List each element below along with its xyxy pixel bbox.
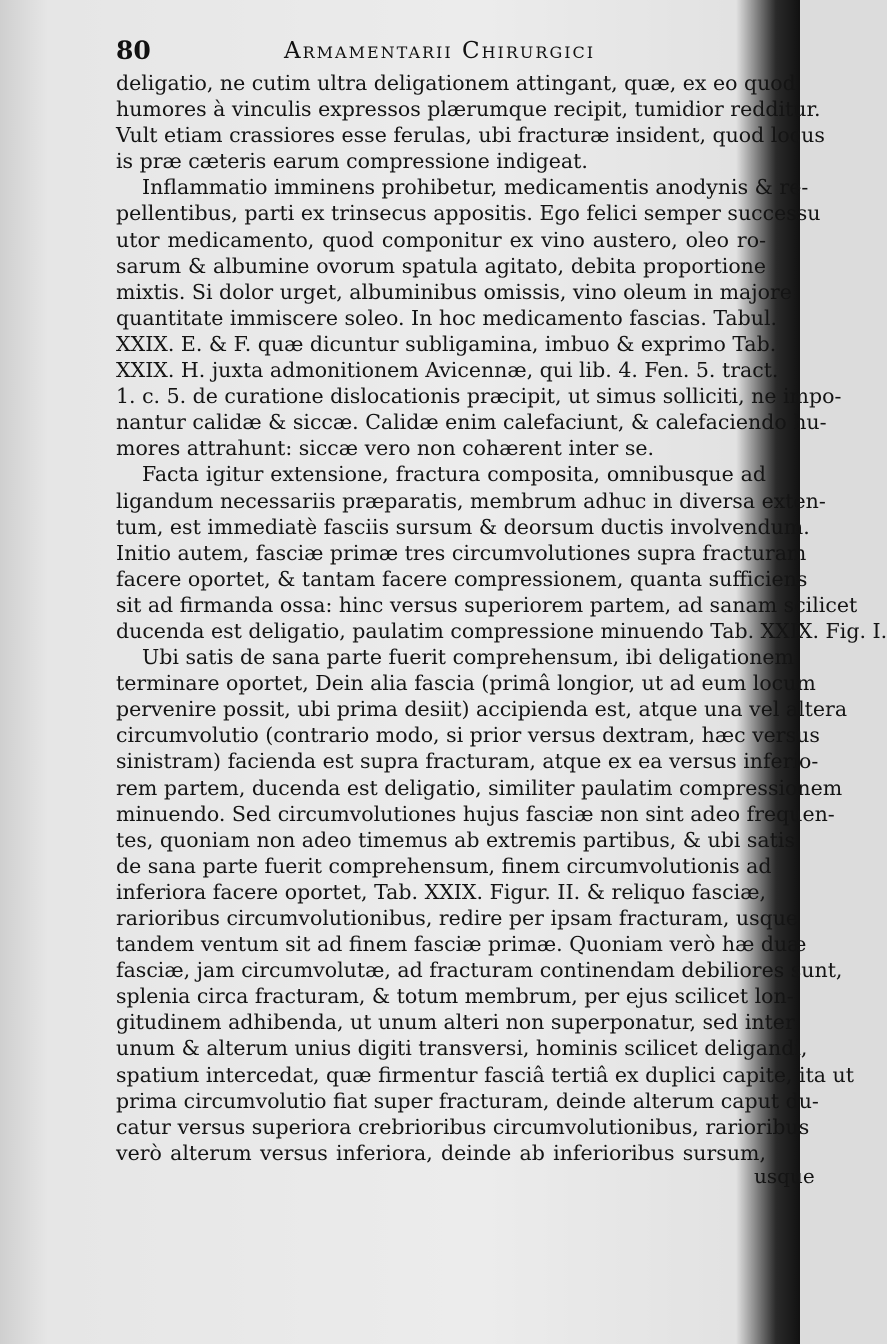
text-line: tandem ventum sit ad finem fasciæ primæ. Quoniam verò hæ duæ: [116, 932, 807, 957]
text-line: ligandum necessariis præparatis, membrum adhuc in diversa exten-: [116, 488, 826, 513]
text-line: is præ cæteris earum compressione indigeat.: [116, 149, 588, 174]
text-line: unum & alterum unius digiti transversi, hominis scilicet deligandi,: [116, 1036, 808, 1061]
text-line: sinistram) facienda est supra fracturam, atque ex ea versus inferio-: [116, 749, 819, 774]
text-line: sit ad firmanda ossa: hinc versus superiorem partem, ad sanam scilicet: [116, 592, 858, 617]
text-line: mixtis. Si dolor urget, albuminibus omissis, vino oleum in majore: [116, 279, 792, 304]
text-line: nantur calidæ & siccæ. Calidæ enim calefaciunt, & calefaciendo hu-: [116, 410, 827, 435]
text-line: circumvolutio (contrario modo, si prior versus dextram, hæc versus: [116, 723, 820, 748]
text-line: gitudinem adhibenda, ut unum alteri non superponatur, sed inter: [116, 1010, 795, 1035]
catchword: usque: [754, 1164, 815, 1188]
text-line: pervenire possit, ubi prima desiit) accipienda est, atque una vel altera: [116, 697, 848, 722]
text-line: quantitate immiscere soleo. In hoc medicamento fascias. Tabul.: [116, 305, 778, 330]
text-line: rarioribus circumvolutionibus, redire per ipsam fracturam, usque: [116, 906, 799, 930]
text-line: XXIX. H. juxta admonitionem Avicennæ, qui lib. 4. Fen. 5. tract.: [116, 358, 779, 383]
text-line: 1. c. 5. de curatione dislocationis præcipit, ut simus solliciti, ne impo-: [116, 384, 842, 409]
text-line: tes, quoniam non adeo timemus ab extremis partibus, & ubi satis: [116, 827, 795, 852]
text-line: fasciæ, jam circumvolutæ, ad fracturam continendam debiliores sunt,: [116, 958, 843, 983]
running-title: Armamentarii Chirurgici: [284, 38, 596, 64]
text-line: splenia circa fracturam, & totum membrum, per ejus scilicet lon-: [116, 984, 794, 1009]
body-text: [116, 70, 887, 1166]
text-line: Ubi satis de sana parte fuerit comprehensum, ibi deligationem: [142, 645, 794, 670]
text-line: humores à vinculis expressos plærumque recipit, tumidior redditur.: [116, 97, 821, 122]
text-line: tum, est immediatè fasciis sursum & deorsum ductis involvendum.: [116, 514, 810, 539]
text-line: rem partem, ducenda est deligatio, similiter paulatim compressionem: [116, 775, 843, 800]
text-line: XXIX. E. & F. quæ dicuntur subligamina, imbuo & exprimo Tab.: [116, 331, 777, 356]
text-line: Inflammatio imminens prohibetur, medicamentis anodynis & re-: [142, 175, 809, 200]
text-line: catur versus superiora crebrioribus circumvolutionibus, rarioribus: [116, 1114, 810, 1139]
text-line: terminare oportet, Dein alia fascia (primâ longior, ut ad eum locum: [116, 671, 816, 696]
text-line: verò alterum versus inferiora, deinde ab inferioribus sursum,: [116, 1140, 766, 1165]
text-line: prima circumvolutio fiat super fracturam, deinde alterum caput du-: [116, 1088, 819, 1113]
text-line: sarum & albumine ovorum spatula agitato, debita proportione: [116, 253, 766, 278]
text-line: de sana parte fuerit comprehensum, finem circumvolutionis ad: [116, 853, 772, 878]
text-line: facere oportet, & tantam facere compressionem, quanta sufficiens: [116, 566, 808, 591]
text-line: spatium intercedat, quæ firmentur fasciâ tertiâ ex duplici capite, ita ut: [116, 1062, 854, 1087]
text-line: Initio autem, fasciæ primæ tres circumvolutiones supra fracturam: [116, 540, 807, 565]
text-line: Facta igitur extensione, fractura composita, omnibusque ad: [142, 462, 766, 487]
text-line: minuendo. Sed circumvolutiones hujus fasciæ non sint adeo frequen-: [116, 801, 835, 826]
text-line: utor medicamento, quod componitur ex vino austero, oleo ro-: [116, 227, 766, 252]
text-line: pellentibus, parti ex trinsecus appositis. Ego felici semper successu: [116, 201, 821, 226]
text-line: mores attrahunt: siccæ vero non cohærent inter se.: [116, 436, 654, 461]
text-line: inferiora facere oportet, Tab. XXIX. Figur. II. & reliquo fasciæ,: [116, 879, 766, 904]
page-number: 80: [116, 36, 151, 65]
text-line: Vult etiam crassiores esse ferulas, ubi fracturæ insident, quod locus: [116, 123, 825, 148]
text-line: deligatio, ne cutim ultra deligationem attingant, quæ, ex eo quod: [116, 71, 796, 95]
text-line: ducenda est deligatio, paulatim compressione minuendo Tab. XXIX. Fig. I.: [116, 618, 887, 643]
page-header: [116, 30, 786, 70]
